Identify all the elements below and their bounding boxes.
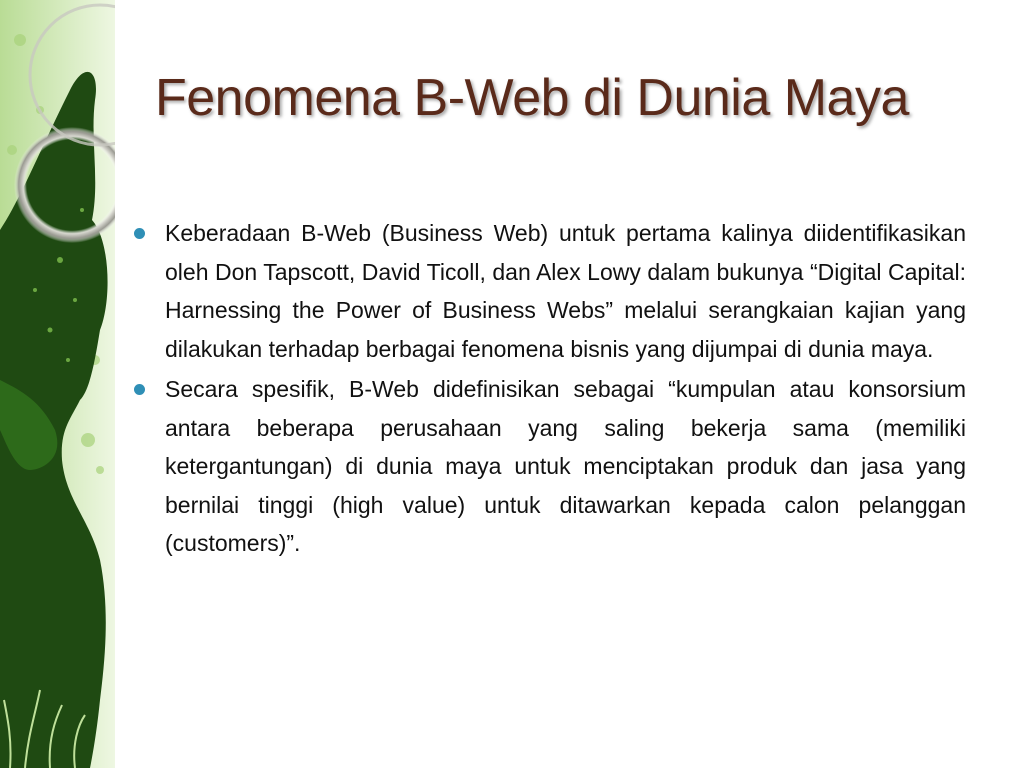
bullet-text: Keberadaan B-Web (Business Web) untuk pertama kalinya diidentifikasikan oleh Don Tapscott, David Ticoll, dan Alex Lowy dalam bukunya “Digital Capital: Harnessing the Power of Business Webs” melalui serangkaian kajian yang dilakukan terhadap berbagai fenomena bisnis yang dijumpai di dunia maya. — [165, 220, 966, 362]
bullet-icon — [134, 384, 145, 395]
bullet-icon — [134, 228, 145, 239]
bullet-item — [130, 370, 966, 563]
bullet-item — [130, 214, 966, 368]
bullet-text: Secara spesifik, B-Web didefinisikan sebagai “kumpulan atau konsorsium antara beberapa perusahaan yang saling bekerja sama (memiliki ketergantungan) di dunia maya untuk menciptakan produk dan jasa yang bernilai tinggi (high value) untuk ditawarkan kepada calon pelanggan (customers)”. — [165, 376, 966, 556]
slide-title: Fenomena B-Web di Dunia Maya — [155, 69, 909, 127]
bullet-list — [130, 214, 966, 565]
decorative-tree-border — [0, 0, 115, 768]
